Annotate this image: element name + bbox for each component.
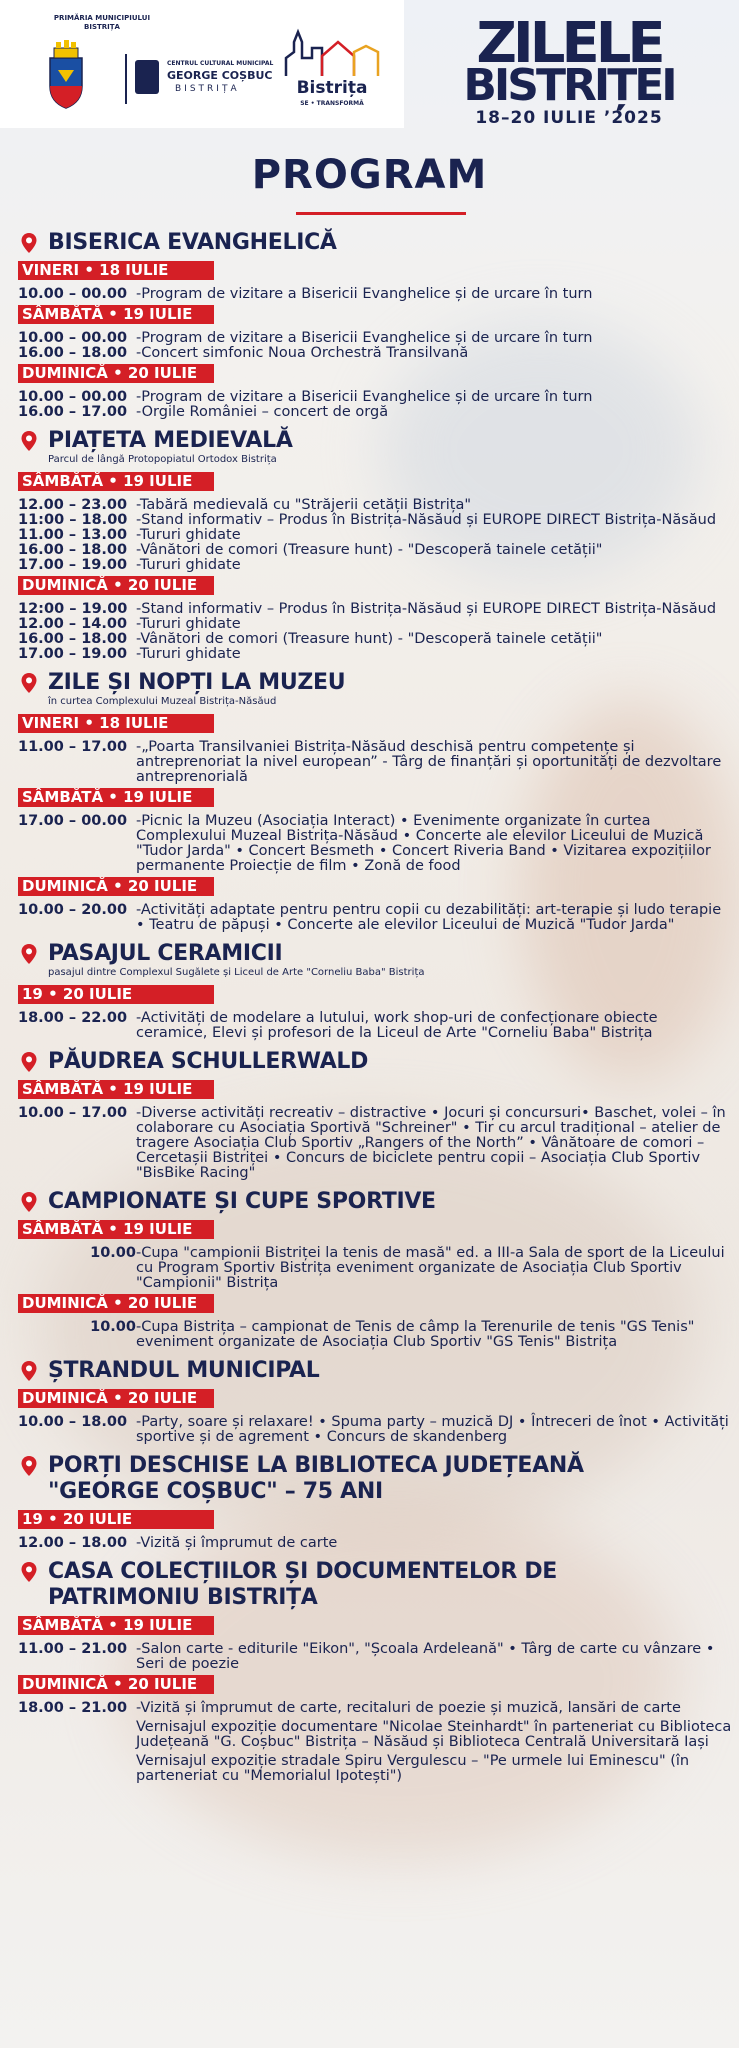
event-row — [18, 1415, 733, 1445]
event-row — [18, 390, 733, 405]
venue-header — [18, 937, 733, 969]
event-time: 10.00 — [90, 1319, 136, 1335]
venue-subtitle: Parcul de lângă Protopopiatul Ortodox Bistrița — [48, 454, 277, 465]
event-description: - Stand informativ – Produs în Bistrița-Năsăud și EUROPE DIRECT Bistrița-Năsăud — [136, 513, 733, 528]
venue-subtitle: pasajul dintre Complexul Sugălete și Liceul de Arte "Corneliu Baba" Bistrița — [48, 967, 425, 978]
venue-section — [18, 1354, 733, 1449]
day-group — [18, 711, 733, 785]
event-time: 12.00 – 23.00 — [18, 497, 128, 513]
event-time: 10.00 – 00.00 — [18, 389, 128, 405]
day-group — [18, 874, 733, 933]
event-description: - Program de vizitare a Bisericii Evanghelice și de urcare în turn — [136, 331, 733, 346]
location-pin-icon — [20, 1455, 38, 1477]
event-row — [18, 632, 733, 647]
event-time: 17.00 – 00.00 — [18, 813, 128, 829]
venue-header — [18, 1555, 733, 1613]
event-row — [18, 287, 733, 302]
venue-header — [18, 1185, 733, 1217]
day-group — [18, 1386, 733, 1445]
event-time: 12.00 – 14.00 — [18, 616, 128, 632]
day-label: 19 • 20 IULIE — [18, 1510, 214, 1529]
event-time: 12.00 – 18.00 — [18, 1535, 128, 1551]
day-label: DUMINICĂ • 20 IULIE — [18, 576, 214, 595]
event-note: Vernisajul expoziție documentare "Nicolae Steinhardt" în parteneriat cu Biblioteca Județeană "G. Coșbuc" Bistrița – Năsăud și Biblioteca Centrală Universitară Iași — [136, 1719, 732, 1750]
event-row — [18, 1701, 733, 1716]
day-label: SÂMBĂTĂ • 19 IULIE — [18, 1080, 214, 1099]
day-label: DUMINICĂ • 20 IULIE — [18, 364, 214, 383]
event-row — [18, 740, 733, 785]
event-row — [18, 558, 733, 573]
day-group — [18, 1291, 733, 1350]
day-label: VINERI • 18 IULIE — [18, 714, 214, 733]
ccm-line2: GEORGE COȘBUC — [167, 69, 273, 82]
event-row — [18, 647, 733, 662]
event-note: Vernisajul expoziție stradale Spiru Vergulescu – "Pe urmele lui Eminescu" (în parteneriat cu "Memorialul Ipotești") — [136, 1753, 690, 1784]
day-label: SÂMBĂTĂ • 19 IULIE — [18, 305, 214, 324]
brand-word: Bistrița — [296, 78, 368, 98]
event-time: 11.00 – 17.00 — [18, 739, 128, 755]
venue-subtitle: în curtea Complexului Muzeal Bistrița-Năsăud — [48, 696, 277, 707]
event-time: 16.00 – 18.00 — [18, 631, 128, 647]
venue-header — [18, 1045, 733, 1077]
day-group — [18, 469, 733, 573]
event-time: 10.00 – 00.00 — [18, 286, 128, 302]
event-time: 17.00 – 19.00 — [18, 557, 128, 573]
day-group — [18, 1077, 733, 1181]
event-description: - „Poarta Transilvaniei Bistrița-Năsăud deschisă pentru competențe și antreprenoriat la nivel european” - Târg de finanțări și oportunități de dezvoltare antreprenorială — [136, 740, 733, 785]
venue-name: PASAJUL CERAMICII — [48, 941, 283, 966]
header — [0, 0, 739, 130]
event-time: 16.00 – 18.00 — [18, 542, 128, 558]
event-row — [18, 1642, 733, 1672]
day-group — [18, 361, 733, 420]
event-row — [18, 617, 733, 632]
event-description: - Vânători de comori (Treasure hunt) - "Descoperă tainele cetății" — [136, 543, 733, 558]
venue-section — [18, 937, 733, 1045]
event-row — [18, 1536, 733, 1551]
event-description: - Cupa Bistrița – campionat de Tenis de câmp la Terenurile de tenis "GS Tenis" eveniment organizate de Asociația Club Sportiv "GS Tenis" Bistrița — [136, 1320, 733, 1350]
event-description: - Picnic la Muzeu (Asociația Interact) • Evenimente organizate în curtea Complexului Muzeal Bistrița-Năsăud • Concerte ale elevilor Liceului de Muzică "Tudor Jarda" • Concert Besmeth • Concert Riveria Band • Vizitarea expozițiilor permanente Proiecție de film • Zonă de food — [136, 814, 733, 874]
event-title-line2: BISTRIȚEI — [463, 60, 675, 111]
ccm-logo — [135, 56, 280, 100]
event-description: - Vizită și împrumut de carte — [136, 1536, 733, 1551]
event-description: - Activități de modelare a lutului, work shop-uri de confecționare obiecte ceramice, Elevi și profesori de la Liceul de Arte "Corneliu Baba" Bistrița — [136, 1011, 733, 1041]
day-label: SÂMBĂTĂ • 19 IULIE — [18, 472, 214, 491]
program-heading: PROGRAM — [251, 152, 488, 198]
event-description: - Stand informativ – Produs în Bistrița-Năsăud și EUROPE DIRECT Bistrița-Năsăud — [136, 602, 733, 617]
event-row — [18, 1106, 733, 1181]
city-crest-icon — [44, 36, 88, 110]
day-group — [18, 258, 733, 302]
event-description: - Orgile României – concert de orgă — [136, 405, 733, 420]
venue-section — [18, 424, 733, 666]
event-time: 17.00 – 19.00 — [18, 646, 128, 662]
event-dates: 18–20 IULIE ’2025 — [475, 108, 663, 128]
day-label: DUMINICĂ • 20 IULIE — [18, 877, 214, 896]
day-label: DUMINICĂ • 20 IULIE — [18, 1294, 214, 1313]
location-pin-icon — [20, 1051, 38, 1073]
event-title — [414, 11, 724, 128]
event-time: 10.00 – 20.00 — [18, 902, 128, 918]
event-time: 16.00 – 17.00 — [18, 404, 128, 420]
venue-section — [18, 1045, 733, 1185]
event-description: - Program de vizitare a Bisericii Evanghelice și de urcare în turn — [136, 287, 733, 302]
event-description: - Tabără medievală cu "Străjerii cetății Bistrița" — [136, 498, 733, 513]
location-pin-icon — [20, 1191, 38, 1213]
event-row — [18, 543, 733, 558]
partner-logos — [0, 0, 404, 128]
venue-header — [18, 1354, 733, 1386]
venue-section — [18, 1555, 733, 1788]
day-group — [18, 1507, 733, 1551]
event-row — [18, 331, 733, 346]
brand-tagline: SE • TRANSFORMĂ — [300, 100, 364, 107]
venue-name: PORȚI DESCHISE LA BIBLIOTECA JUDEȚEANĂ "GEORGE COȘBUC" – 75 ANI — [48, 1453, 584, 1504]
day-label: SÂMBĂTĂ • 19 IULIE — [18, 788, 214, 807]
event-time: 16.00 – 18.00 — [18, 345, 128, 361]
day-label: DUMINICĂ • 20 IULIE — [18, 1675, 214, 1694]
venue-section — [18, 226, 733, 424]
event-time: 11:00 – 18.00 — [18, 512, 128, 528]
primaria-label: PRIMĂRIA MUNICIPIULUI BISTRIȚA — [53, 14, 151, 31]
event-description: - Party, soare și relaxare! • Spuma party – muzică DJ • Întreceri de înot • Activități sportive și de agrement • Concurs de skandenberg — [136, 1415, 733, 1445]
event-time: 10.00 – 17.00 — [18, 1105, 128, 1121]
day-group — [18, 785, 733, 874]
ccm-line3: BISTRIȚA — [175, 84, 240, 94]
event-time: 10.00 – 00.00 — [18, 330, 128, 346]
logo-divider — [125, 54, 127, 104]
event-description: - Vânători de comori (Treasure hunt) - "Descoperă tainele cetății" — [136, 632, 733, 647]
event-description: - Vizită și împrumut de carte, recitaluri de poezie și muzică, lansări de carte — [136, 1701, 733, 1716]
event-time: 10.00 — [90, 1245, 136, 1261]
event-description: - Tururi ghidate — [136, 617, 733, 632]
venue-header — [18, 1449, 733, 1507]
event-time: 12:00 – 19.00 — [18, 601, 128, 617]
venue-name: ZILE ȘI NOPȚI LA MUZEU — [48, 670, 346, 695]
location-pin-icon — [20, 943, 38, 965]
day-label: DUMINICĂ • 20 IULIE — [18, 1389, 214, 1408]
event-description: - Activități adaptate pentru pentru copii cu dezabilități: art-terapie și ludo terapie • Teatru de păpuși • Concerte ale elevilor Liceului de Muzică "Tudor Jarda" — [136, 903, 733, 933]
venue-name: PIAȚETA MEDIEVALĂ — [48, 428, 293, 453]
day-group — [18, 573, 733, 662]
event-row — [18, 528, 733, 543]
event-time: 11.00 – 13.00 — [18, 527, 128, 543]
event-title-line1: ZILELE — [476, 11, 662, 76]
venue-section — [18, 666, 733, 937]
day-label: 19 • 20 IULIE — [18, 985, 214, 1004]
event-description: - Diverse activități recreativ – distractive • Jocuri și concursuri• Baschet, volei – în colaborare cu Asociația Sportivă "Schreiner" • Tir cu arcul tradițional – atelier de tragere Asociația Club Sportiv „Rangers of the North” • Vânătoare de comori – Cercetașii Bistriței • Concurs de biciclete pentru copii – Asociația Club Sportiv "BisBike Racing" — [136, 1106, 733, 1181]
day-label: SÂMBĂTĂ • 19 IULIE — [18, 1616, 214, 1635]
venue-header — [18, 666, 733, 698]
program-underline — [296, 212, 466, 215]
event-time: 18.00 – 22.00 — [18, 1010, 128, 1026]
location-pin-icon — [20, 1360, 38, 1382]
event-description: - Tururi ghidate — [136, 528, 733, 543]
city-skyline-icon — [282, 28, 382, 78]
venue-section — [18, 1185, 733, 1354]
venue-section — [18, 1449, 733, 1555]
event-description: - Program de vizitare a Bisericii Evanghelice și de urcare în turn — [136, 390, 733, 405]
event-row — [18, 814, 733, 874]
day-label: SÂMBĂTĂ • 19 IULIE — [18, 1220, 214, 1239]
event-row — [18, 513, 733, 528]
event-row — [18, 1320, 733, 1350]
location-pin-icon — [20, 672, 38, 694]
event-row — [18, 346, 733, 361]
section-gap — [18, 1784, 733, 1788]
day-group — [18, 302, 733, 361]
bistrita-brand-logo — [282, 28, 382, 118]
location-pin-icon — [20, 1561, 38, 1583]
venue-name: PĂUDREA SCHULLERWALD — [48, 1049, 369, 1074]
venue-name: CASA COLECȚIILOR ȘI DOCUMENTELOR DE PATRIMONIU BISTRIȚA — [48, 1559, 558, 1610]
event-time: 10.00 – 18.00 — [18, 1414, 128, 1430]
event-description: - Concert simfonic Noua Orchestră Transilvană — [136, 346, 733, 361]
event-description: - Salon carte - editurile "Eikon", "Școala Ardeleană" • Târg de carte cu vânzare • Seri de poezie — [136, 1642, 733, 1672]
event-row — [18, 602, 733, 617]
day-group — [18, 1672, 733, 1784]
day-group — [18, 1217, 733, 1291]
venue-name: BISERICA EVANGHELICĂ — [48, 230, 337, 255]
event-description: - Tururi ghidate — [136, 647, 733, 662]
ccm-logo-icon — [135, 60, 159, 94]
venue-name: CAMPIONATE ȘI CUPE SPORTIVE — [48, 1189, 436, 1214]
event-description: - Tururi ghidate — [136, 558, 733, 573]
location-pin-icon — [20, 232, 38, 254]
event-row — [18, 903, 733, 933]
event-time: 11.00 – 21.00 — [18, 1641, 128, 1657]
program-list — [18, 226, 733, 1788]
ccm-line1: CENTRUL CULTURAL MUNICIPAL — [167, 60, 274, 67]
location-pin-icon — [20, 430, 38, 452]
venue-header — [18, 424, 733, 456]
day-label: VINERI • 18 IULIE — [18, 261, 214, 280]
event-description: - Cupa "campionii Bistriței la tenis de masă" ed. a III-a Sala de sport de la Liceului cu Program Sportiv Bistrița eveniment organizate de Asociația Club Sportiv "Campionii" Bistrița — [136, 1246, 733, 1291]
event-row — [18, 498, 733, 513]
day-group — [18, 982, 733, 1041]
event-row — [18, 1011, 733, 1041]
event-time: 18.00 – 21.00 — [18, 1700, 128, 1716]
event-row — [18, 1246, 733, 1291]
event-row — [18, 405, 733, 420]
venue-header — [18, 226, 733, 258]
venue-name: ȘTRANDUL MUNICIPAL — [48, 1358, 320, 1383]
day-group — [18, 1613, 733, 1672]
